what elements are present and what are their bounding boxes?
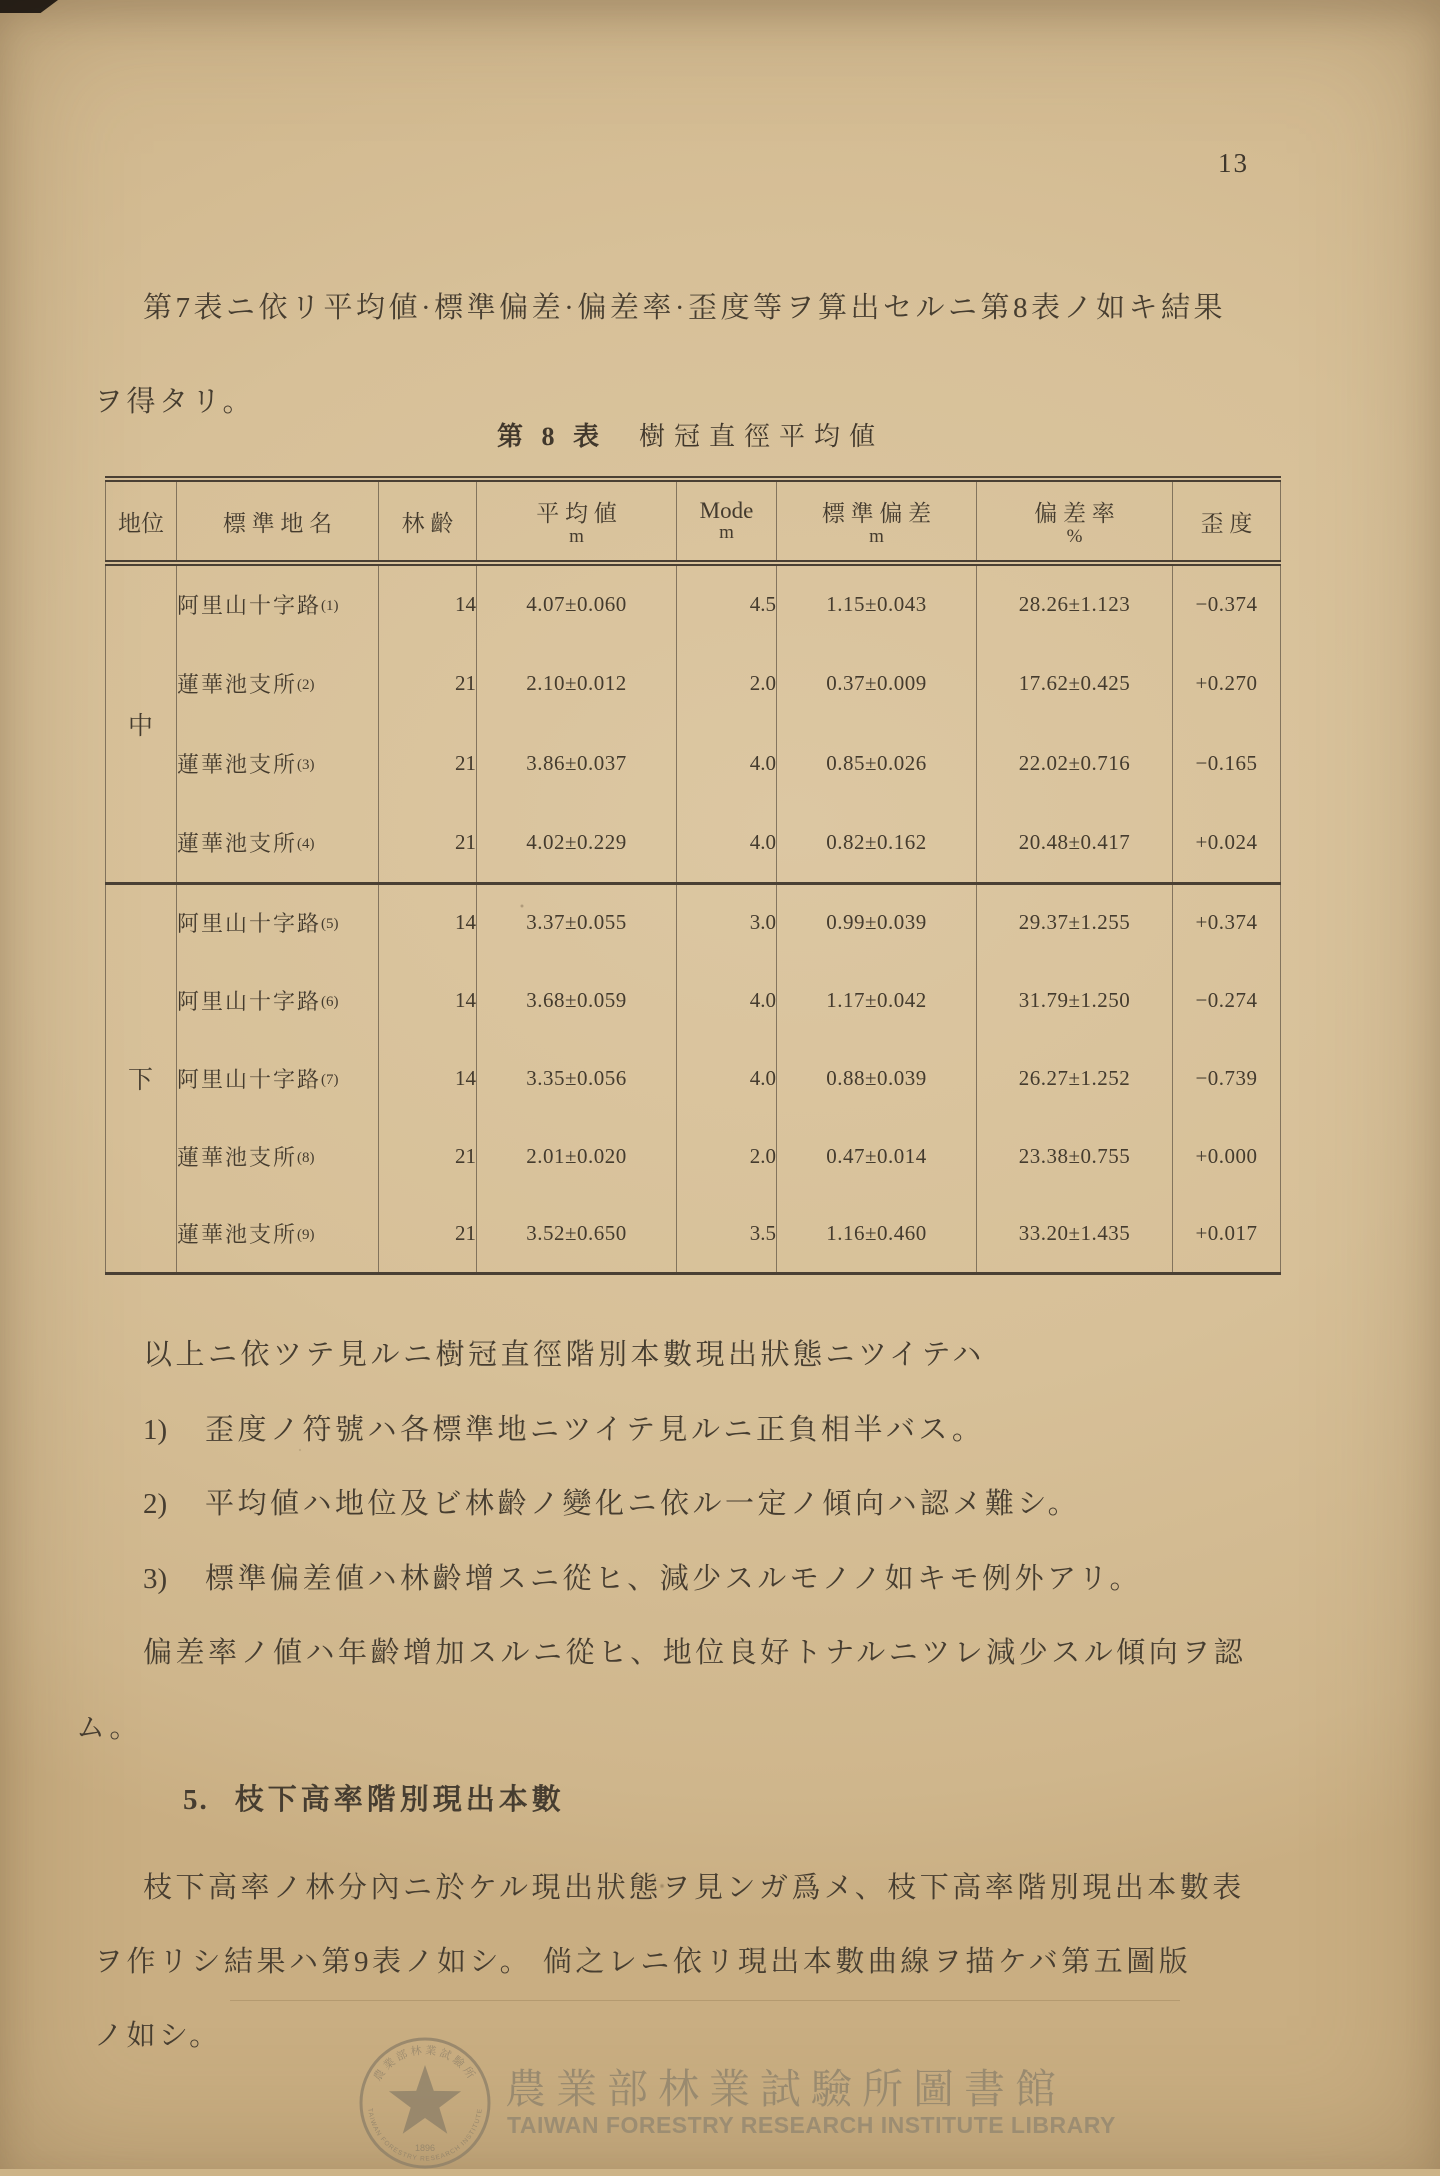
cell-age: 14 <box>379 1039 477 1117</box>
library-name-en: TAIWAN FORESTRY RESEARCH INSTITUTE LIBRARY <box>507 2112 1116 2138</box>
table-title-label: 第 8 表 <box>497 422 606 451</box>
closing-line-2: ム。 <box>76 1712 142 1744</box>
table-row <box>106 723 1281 803</box>
cell-skew: −0.274 <box>1173 961 1281 1039</box>
column-header-label: 歪 度 <box>1200 510 1253 536</box>
table-group-middle-site <box>106 563 1281 883</box>
observation-item-1 <box>143 1407 984 1448</box>
item-text: 標準偏差値ハ林齡增スニ從ヒ、減少スルモノノ如キモ例外アリ。 <box>205 1563 1142 1595</box>
cell-mean: 4.02±0.229 <box>477 803 677 883</box>
plot-name: 阿里山十字路 <box>177 593 322 618</box>
site-class-cell: 中 <box>106 563 177 883</box>
cell-sd: 0.88±0.039 <box>777 1039 977 1117</box>
plot-number: (3) <box>297 756 315 773</box>
table-row <box>106 803 1281 883</box>
cell-mean: 2.01±0.020 <box>477 1117 677 1195</box>
cell-mode: 3.5 <box>677 1195 777 1273</box>
cell-skew: −0.739 <box>1173 1039 1281 1117</box>
intro-line-1: 第7表ニ依リ平均値·標準偏差·偏差率·歪度等ヲ算出セルニ第8表ノ如キ結果 <box>143 292 1226 324</box>
column-header-label: 標 準 地 名 <box>222 510 333 536</box>
section-title: 枝下高率階別現出本數 <box>234 1784 565 1816</box>
plot-name: 阿里山十字路 <box>177 911 322 937</box>
cell-mean: 3.52±0.650 <box>477 1195 677 1273</box>
cell-age: 14 <box>379 883 477 961</box>
section5-para-line-1: 枝下高率ノ林分內ニ於ケル現出狀態ヲ見ンガ爲メ、枝下高率階別現出本數表 <box>143 1872 1245 1904</box>
table-group-lower-site <box>106 883 1281 1273</box>
cell-age: 21 <box>379 1117 477 1195</box>
observation-item-3 <box>143 1556 1142 1597</box>
column-header-unit: m <box>719 522 734 543</box>
cell-name <box>177 1039 379 1117</box>
cell-skew: +0.017 <box>1173 1195 1281 1273</box>
cell-cv: 29.37±1.255 <box>977 883 1173 961</box>
cell-name <box>177 563 379 643</box>
closing-line-1: 偏差率ノ値ハ年齡增加スルニ從ヒ、地位良好トナルニツレ減少スル傾向ヲ認 <box>143 1637 1247 1669</box>
table-row <box>106 883 1281 961</box>
table-row <box>106 643 1281 723</box>
column-header-unit: m <box>569 525 584 547</box>
cell-mean: 2.10±0.012 <box>477 643 677 723</box>
plot-name: 阿里山十字路 <box>177 988 322 1014</box>
cell-name <box>177 883 379 961</box>
cell-mode: 2.0 <box>677 643 777 723</box>
cell-cv: 20.48±0.417 <box>977 803 1173 883</box>
column-header-label: 林 齡 <box>401 510 454 536</box>
cell-mean: 3.68±0.059 <box>477 961 677 1039</box>
table-row <box>106 1195 1281 1273</box>
cell-skew: +0.024 <box>1173 803 1281 883</box>
item-text: 平均値ハ地位及ビ林齡ノ變化ニ依ル一定ノ傾向ハ認メ難シ。 <box>205 1488 1081 1520</box>
column-header-6 <box>977 479 1173 563</box>
column-header-label: 偏 差 率 <box>1034 500 1115 526</box>
cell-sd: 0.85±0.026 <box>777 723 977 803</box>
seal-bottom-text: TAIWAN FORESTRY RESEARCH INSTITUTE <box>366 2107 484 2163</box>
table-title-text: 樹冠直徑平均値 <box>639 422 885 451</box>
column-header-unit: m <box>869 525 884 547</box>
table-row <box>106 563 1281 643</box>
cell-cv: 28.26±1.123 <box>977 563 1173 643</box>
table-8-crown-diameter-means <box>105 476 1281 1275</box>
cell-sd: 1.15±0.043 <box>777 563 977 643</box>
cell-cv: 23.38±0.755 <box>977 1117 1173 1195</box>
cell-name <box>177 803 379 883</box>
cell-cv: 17.62±0.425 <box>977 643 1173 723</box>
cell-mode: 4.0 <box>677 1039 777 1117</box>
table-title <box>497 416 884 453</box>
scan-corner-artifact <box>0 0 58 13</box>
column-header-0 <box>106 479 177 563</box>
column-header-5 <box>777 479 977 563</box>
cell-age: 21 <box>379 723 477 803</box>
cell-cv: 26.27±1.252 <box>977 1039 1173 1117</box>
column-header-label: 地位 <box>118 510 164 536</box>
cell-sd: 0.47±0.014 <box>777 1117 977 1195</box>
plot-name: 蓮華池支所 <box>177 1144 298 1170</box>
library-name-cjk: 農業部林業試驗所圖書館 <box>505 2066 1066 2112</box>
cell-mean: 3.37±0.055 <box>477 883 677 961</box>
table-row <box>106 1117 1281 1195</box>
plot-number: (2) <box>297 676 315 693</box>
cell-mean: 3.86±0.037 <box>477 723 677 803</box>
cell-name <box>177 643 379 723</box>
plot-number: (4) <box>297 835 315 852</box>
cell-skew: +0.270 <box>1173 643 1281 723</box>
column-header-unit: % <box>1066 525 1083 547</box>
seal-top-text: 農業部林業試驗所 <box>371 2044 479 2084</box>
cell-age: 14 <box>379 563 477 643</box>
cell-sd: 0.37±0.009 <box>777 643 977 723</box>
observation-item-2 <box>143 1481 1080 1522</box>
scan-scratch-line <box>230 2000 1180 2001</box>
cell-age: 14 <box>379 961 477 1039</box>
cell-mode: 2.0 <box>677 1117 777 1195</box>
cell-name <box>177 1117 379 1195</box>
cell-sd: 0.82±0.162 <box>777 803 977 883</box>
section-5-heading <box>183 1777 565 1818</box>
plot-number: (7) <box>321 1071 339 1088</box>
cell-mode: 4.0 <box>677 961 777 1039</box>
column-header-label: Mode <box>699 498 754 523</box>
cell-skew: +0.374 <box>1173 883 1281 961</box>
cell-mode: 3.0 <box>677 883 777 961</box>
site-class-cell: 下 <box>106 883 177 1273</box>
plot-number: (9) <box>297 1226 315 1243</box>
column-header-7 <box>1173 479 1281 563</box>
cell-mean: 3.35±0.056 <box>477 1039 677 1117</box>
table-header <box>106 479 1281 563</box>
cell-mean: 4.07±0.060 <box>477 563 677 643</box>
column-header-4 <box>677 479 777 563</box>
item-number: 2) <box>143 1488 168 1520</box>
observations-intro: 以上ニ依ツテ見ルニ樹冠直徑階別本數現出狀態ニツイテハ <box>143 1339 985 1371</box>
column-header-3 <box>477 479 677 563</box>
cell-mode: 4.0 <box>677 723 777 803</box>
cell-cv: 31.79±1.250 <box>977 961 1173 1039</box>
plot-name: 蓮華池支所 <box>177 830 298 856</box>
section5-para-line-3: ノ如シ。 <box>94 2020 222 2052</box>
plot-name: 蓮華池支所 <box>177 671 298 697</box>
item-number: 1) <box>143 1414 168 1446</box>
seal-year: 1896 <box>414 2143 436 2153</box>
library-seal-icon <box>352 2030 498 2176</box>
section5-para-line-2: ヲ作リシ結果ハ第9表ノ如シ。 倘之レニ依リ現出本數曲線ヲ描ケバ第五圖版 <box>94 1946 1192 1978</box>
plot-number: (5) <box>321 916 339 933</box>
intro-line-2: ヲ得タリ。 <box>94 386 256 418</box>
cell-cv: 33.20±1.435 <box>977 1195 1173 1273</box>
cell-age: 21 <box>379 803 477 883</box>
cell-sd: 1.17±0.042 <box>777 961 977 1039</box>
page-number: 13 <box>1218 148 1249 178</box>
cell-age: 21 <box>379 643 477 723</box>
item-number: 3) <box>143 1563 168 1595</box>
cell-skew: +0.000 <box>1173 1117 1281 1195</box>
plot-name: 蓮華池支所 <box>177 1221 298 1247</box>
table-row <box>106 1039 1281 1117</box>
cell-mode: 4.0 <box>677 803 777 883</box>
table-header-row <box>106 479 1281 563</box>
cell-age: 21 <box>379 1195 477 1273</box>
table-row <box>106 961 1281 1039</box>
column-header-label: 標 準 偏 差 <box>821 500 932 526</box>
item-text: 歪度ノ符號ハ各標準地ニツイテ見ルニ正負相半バス。 <box>205 1414 985 1446</box>
cell-name <box>177 1195 379 1273</box>
column-header-1 <box>177 479 379 563</box>
cell-skew: −0.374 <box>1173 563 1281 643</box>
column-header-label: 平 均 値 <box>536 500 617 526</box>
plot-number: (1) <box>321 598 339 614</box>
cell-name <box>177 961 379 1039</box>
plot-number: (8) <box>297 1149 315 1166</box>
cell-mode: 4.5 <box>677 563 777 643</box>
column-header-2 <box>379 479 477 563</box>
section-number: 5. <box>183 1784 209 1816</box>
cell-cv: 22.02±0.716 <box>977 723 1173 803</box>
cell-name <box>177 723 379 803</box>
cell-sd: 1.16±0.460 <box>777 1195 977 1273</box>
plot-name: 阿里山十字路 <box>177 1066 322 1092</box>
seal-star-emblem <box>389 2065 461 2134</box>
plot-name: 蓮華池支所 <box>177 751 298 777</box>
cell-skew: −0.165 <box>1173 723 1281 803</box>
cell-sd: 0.99±0.039 <box>777 883 977 961</box>
plot-number: (6) <box>321 993 339 1010</box>
